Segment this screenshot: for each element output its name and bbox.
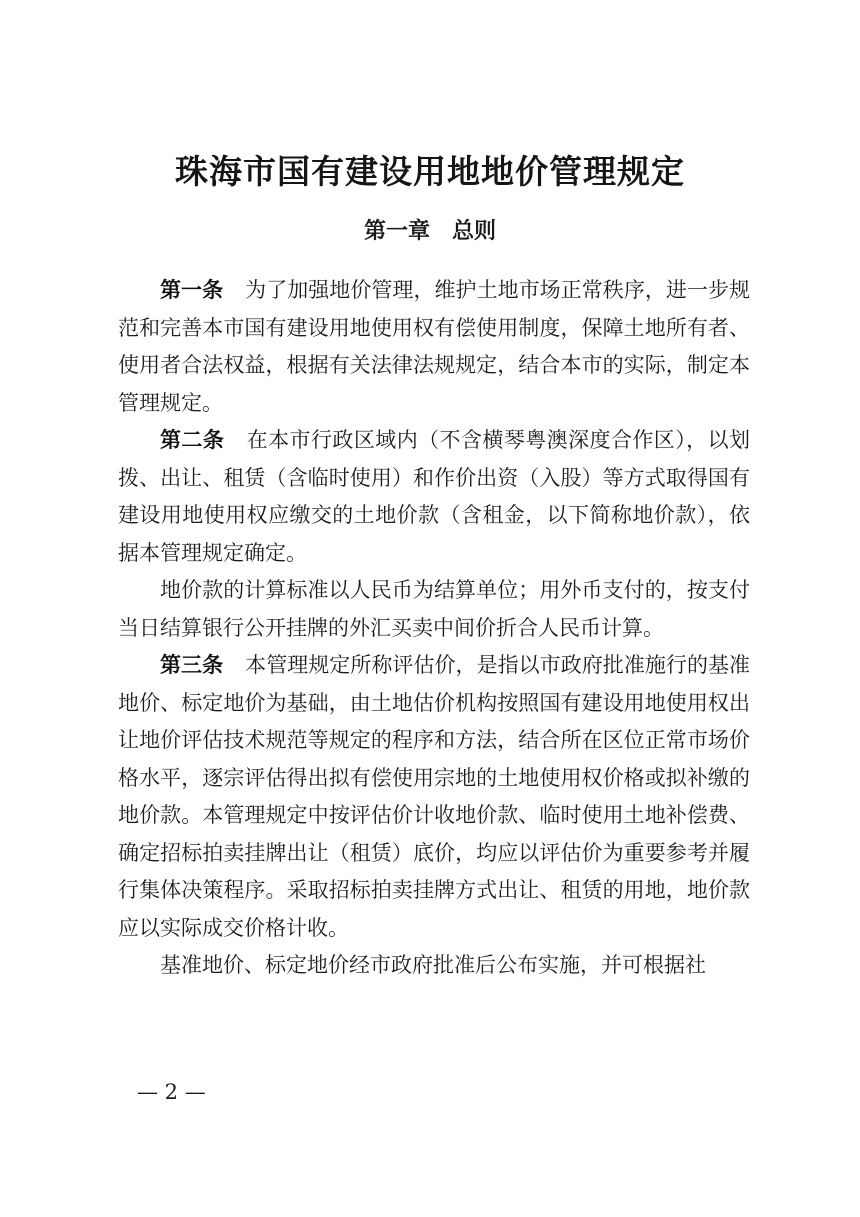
article-label: 第一条 bbox=[160, 278, 224, 302]
article-3-paragraph-2 bbox=[118, 947, 750, 985]
article-2 bbox=[118, 422, 750, 572]
document-body bbox=[118, 272, 750, 985]
article-label: 第三条 bbox=[160, 653, 224, 677]
chapter-heading bbox=[0, 214, 860, 245]
article-text: 本管理规定所称评估价，是指以市政府批准施行的基准地价、标定地价为基础，由土地估价机构按照国有建设用地使用权出让地价评估技术规范等规定的程序和方法，结合所在区位正常市场价格水平，逐宗评估得出拟有偿使用宗地的土地使用权价格或拟补缴的地价款。本管理规定中按评估价计收地价款、临时使用土地补偿费、确定招标拍卖挂牌出让（租赁）底价，均应以评估价为重要参考并履行集体决策程序。采取招标拍卖挂牌方式出让、租赁的用地，地价款应以实际成交价格计收。 bbox=[118, 653, 751, 940]
paragraph-text: 地价款的计算标准以人民币为结算单位；用外币支付的，按支付当日结算银行公开挂牌的外汇买卖中间价折合人民币计算。 bbox=[118, 578, 750, 640]
paragraph-text: 基准地价、标定地价经市政府批准后公布实施，并可根据社 bbox=[160, 953, 706, 977]
chapter-name: 总则 bbox=[452, 219, 497, 244]
article-3 bbox=[118, 647, 750, 947]
chapter-number: 第一章 bbox=[363, 219, 430, 244]
article-2-paragraph-2 bbox=[118, 572, 750, 647]
article-text: 为了加强地价管理，维护土地市场正常秩序，进一步规范和完善本市国有建设用地使用权有偿使用制度，保障土地所有者、使用者合法权益，根据有关法律法规规定，结合本市的实际，制定本管理规定。 bbox=[118, 278, 751, 415]
article-text: 在本市行政区域内（不含横琴粤澳深度合作区），以划拨、出让、租赁（含临时使用）和作价出资（入股）等方式取得国有建设用地使用权应缴交的土地价款（含租金，以下简称地价款），依据本管理规定确定。 bbox=[118, 428, 751, 565]
page-number: — 2 — bbox=[137, 1080, 206, 1104]
article-label: 第二条 bbox=[160, 428, 225, 452]
article-1 bbox=[118, 272, 750, 422]
document-title: 珠海市国有建设用地地价管理规定 bbox=[175, 152, 685, 191]
